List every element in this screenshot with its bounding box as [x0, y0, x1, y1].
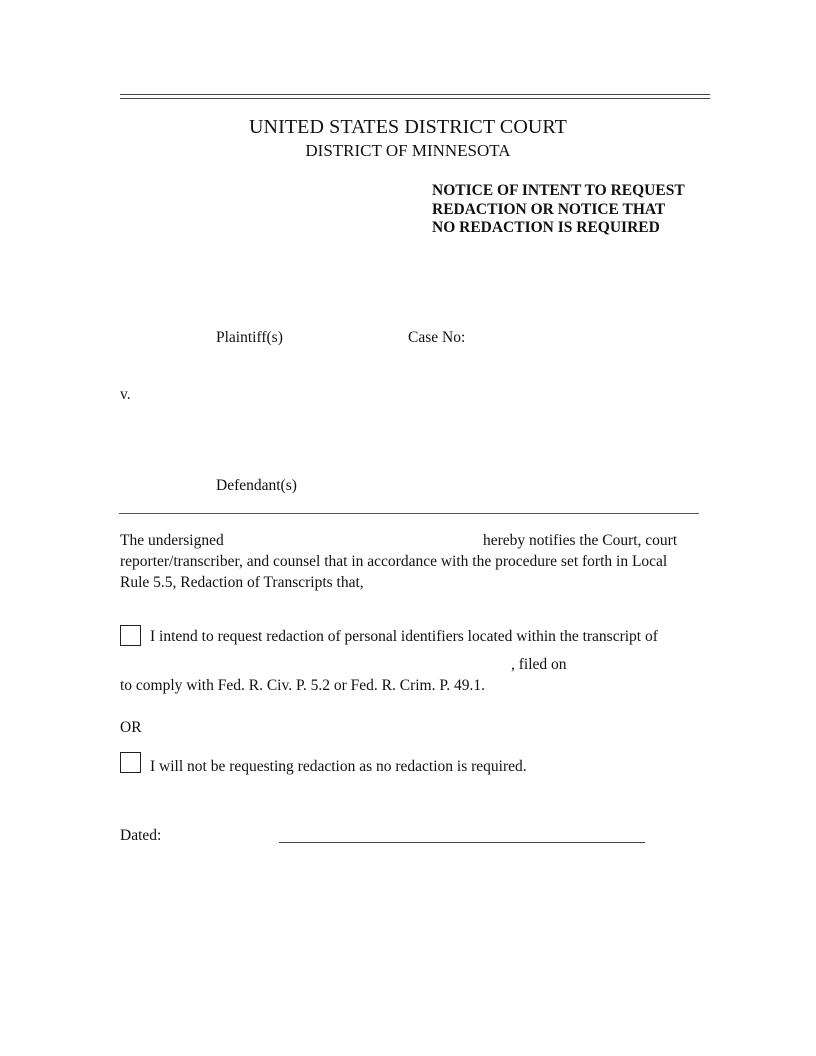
header-double-rule	[120, 94, 710, 99]
filed-on-label: , filed on	[511, 656, 567, 673]
plaintiff-label: Plaintiff(s)	[216, 329, 283, 346]
defendant-label: Defendant(s)	[216, 477, 297, 494]
signature-line[interactable]	[279, 842, 645, 843]
undersigned-suffix: hereby notifies the Court, court	[483, 532, 678, 549]
dated-label: Dated:	[120, 827, 162, 844]
notice-title-line-3: NO REDACTION IS REQUIRED	[432, 219, 660, 236]
court-name: UNITED STATES DISTRICT COURT	[249, 116, 567, 138]
no-redaction-checkbox[interactable]	[120, 752, 141, 773]
notice-title	[432, 182, 685, 238]
comply-text: to comply with Fed. R. Civ. P. 5.2 or Fed. R. Crim. P. 49.1.	[120, 677, 485, 694]
notice-title-line-1: NOTICE OF INTENT TO REQUEST	[432, 182, 685, 199]
body-line-2: reporter/transcriber, and counsel that in accordance with the procedure set forth in Local	[120, 553, 668, 570]
or-separator: OR	[120, 719, 142, 736]
undersigned-prefix: The undersigned	[120, 532, 224, 549]
notice-title-line-2: REDACTION OR NOTICE THAT	[432, 200, 666, 218]
intend-redaction-text: I intend to request redaction of personal identifiers located within the transcript of	[150, 628, 658, 645]
caption-divider	[119, 513, 699, 514]
no-redaction-text: I will not be requesting redaction as no redaction is required.	[150, 758, 527, 775]
versus-label: v.	[120, 386, 131, 403]
intend-redaction-checkbox[interactable]	[120, 625, 141, 646]
case-number-label: Case No:	[408, 329, 466, 346]
body-line-3: Rule 5.5, Redaction of Transcripts that,	[120, 574, 364, 591]
district-name: DISTRICT OF MINNESOTA	[305, 141, 511, 160]
